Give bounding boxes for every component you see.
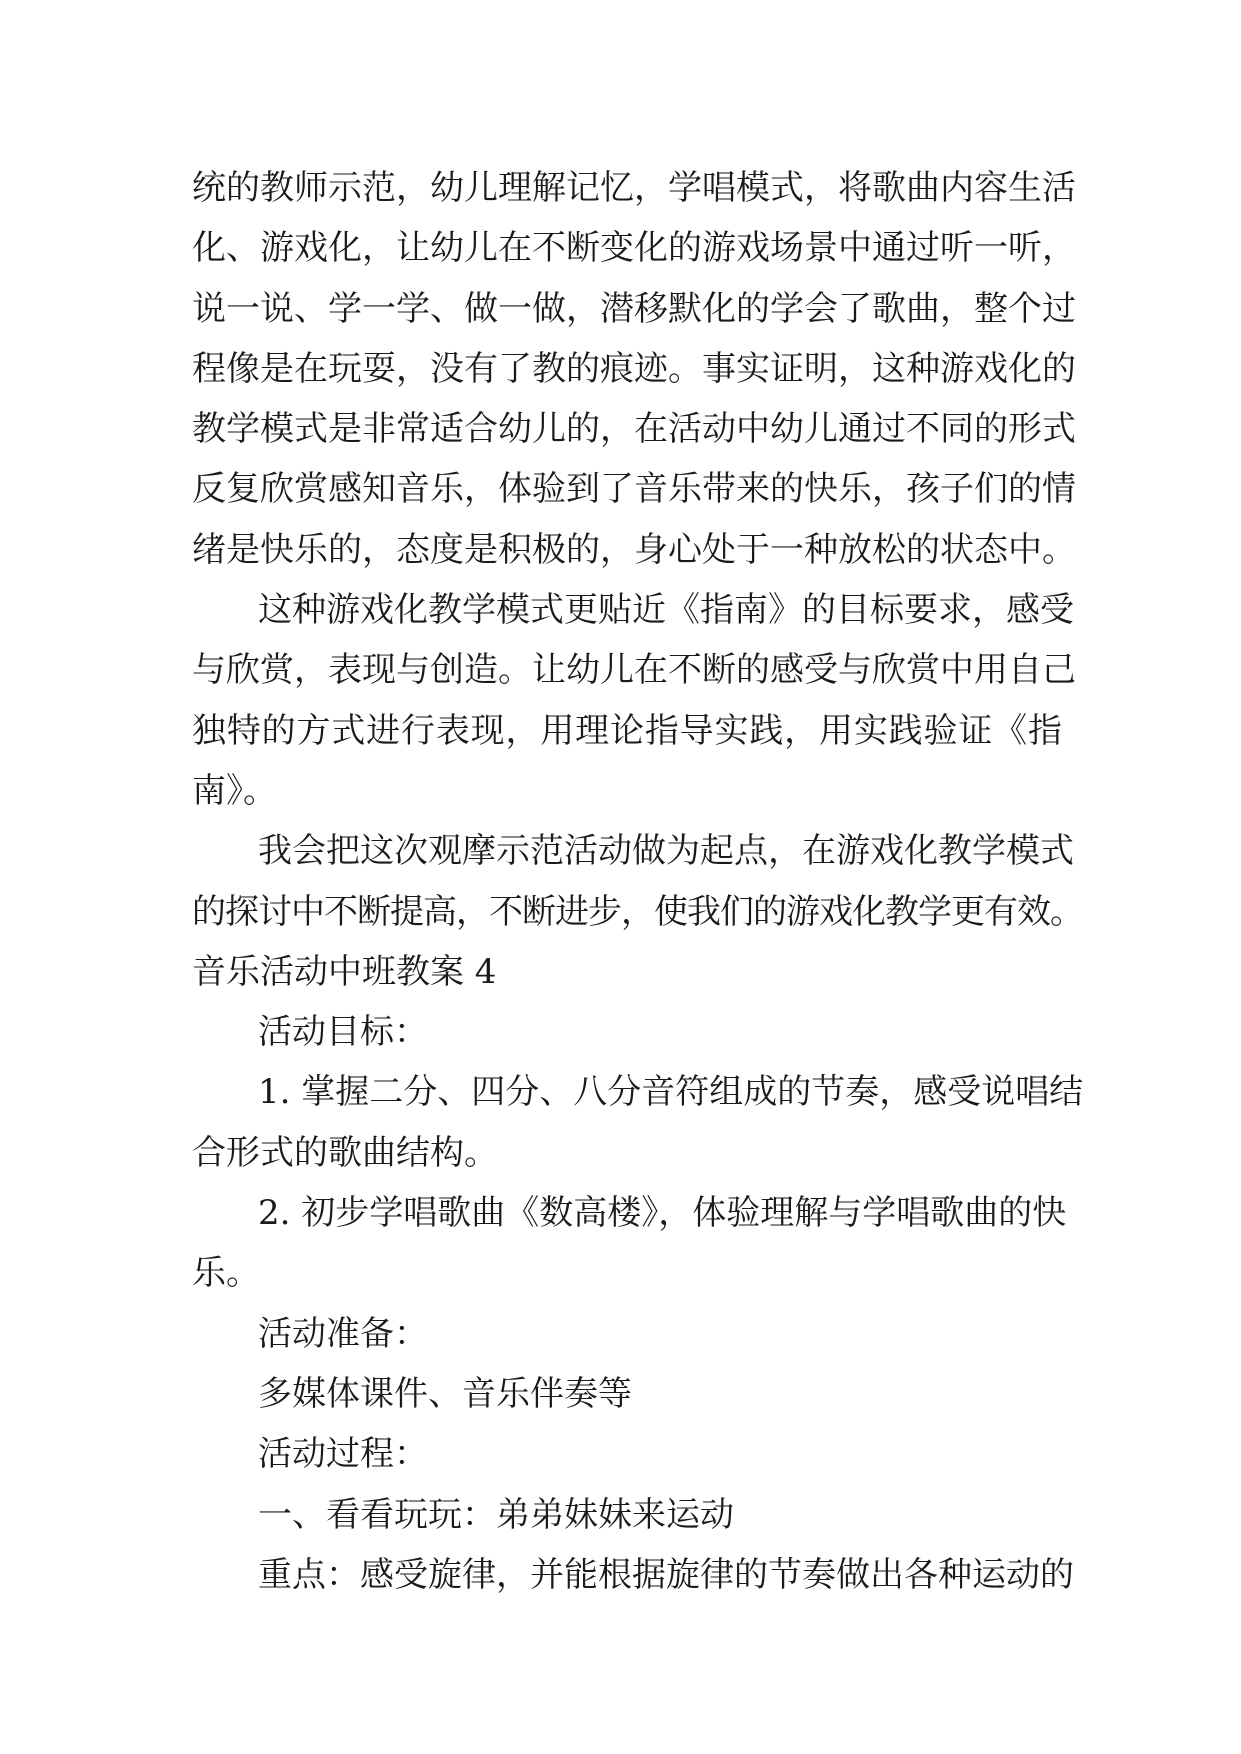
paragraph-line: 教学模式是非常适合幼儿的，在活动中幼儿通过不同的形式	[192, 409, 1076, 450]
paragraph-line: 与欣赏，表现与创造。让幼儿在不断的感受与欣赏中用自己	[192, 650, 1076, 691]
paragraph-line: 说一说、学一学、做一做，潜移默化的学会了歌曲，整个过	[192, 288, 1076, 329]
paragraph-line: 多媒体课件、音乐伴奏等	[258, 1373, 632, 1414]
step-heading: 一、看看玩玩：弟弟妹妹来运动	[258, 1494, 734, 1535]
subsection-heading: 活动准备：	[258, 1313, 428, 1354]
paragraph-line: 重点：感受旋律，并能根据旋律的节奏做出各种运动的	[258, 1554, 1074, 1595]
paragraph-line: 这种游戏化教学模式更贴近《指南》的目标要求，感受	[258, 590, 1074, 631]
list-item: 2. 初步学唱歌曲《数高楼》，体验理解与学唱歌曲的快	[258, 1193, 1067, 1234]
paragraph-line: 的探讨中不断提高，不断进步，使我们的游戏化教学更有效。	[192, 891, 1083, 932]
paragraph-line: 绪是快乐的，态度是积极的，身心处于一种放松的状态中。	[192, 529, 1076, 570]
paragraph-line: 独特的方式进行表现，用理论指导实践，用实践验证《指	[192, 710, 1062, 751]
paragraph-line: 化、游戏化，让幼儿在不断变化的游戏场景中通过听一听，	[192, 228, 1076, 269]
paragraph-line: 我会把这次观摩示范活动做为起点，在游戏化教学模式	[258, 831, 1074, 872]
paragraph-line: 南》。	[192, 770, 277, 811]
section-heading: 音乐活动中班教案 4	[192, 951, 497, 992]
paragraph-line: 程像是在玩耍，没有了教的痕迹。事实证明，这种游戏化的	[192, 348, 1076, 389]
paragraph-line: 统的教师示范，幼儿理解记忆，学唱模式，将歌曲内容生活	[192, 168, 1076, 208]
list-item-continuation: 乐。	[192, 1253, 260, 1294]
list-item: 1. 掌握二分、四分、八分音符组成的节奏，感受说唱结	[258, 1072, 1084, 1113]
list-item-continuation: 合形式的歌曲结构。	[192, 1132, 498, 1173]
subsection-heading: 活动过程：	[258, 1434, 428, 1475]
subsection-heading: 活动目标：	[258, 1012, 428, 1053]
document-body	[192, 158, 1084, 1605]
paragraph-line: 反复欣赏感知音乐，体验到了音乐带来的快乐，孩子们的情	[192, 469, 1076, 510]
